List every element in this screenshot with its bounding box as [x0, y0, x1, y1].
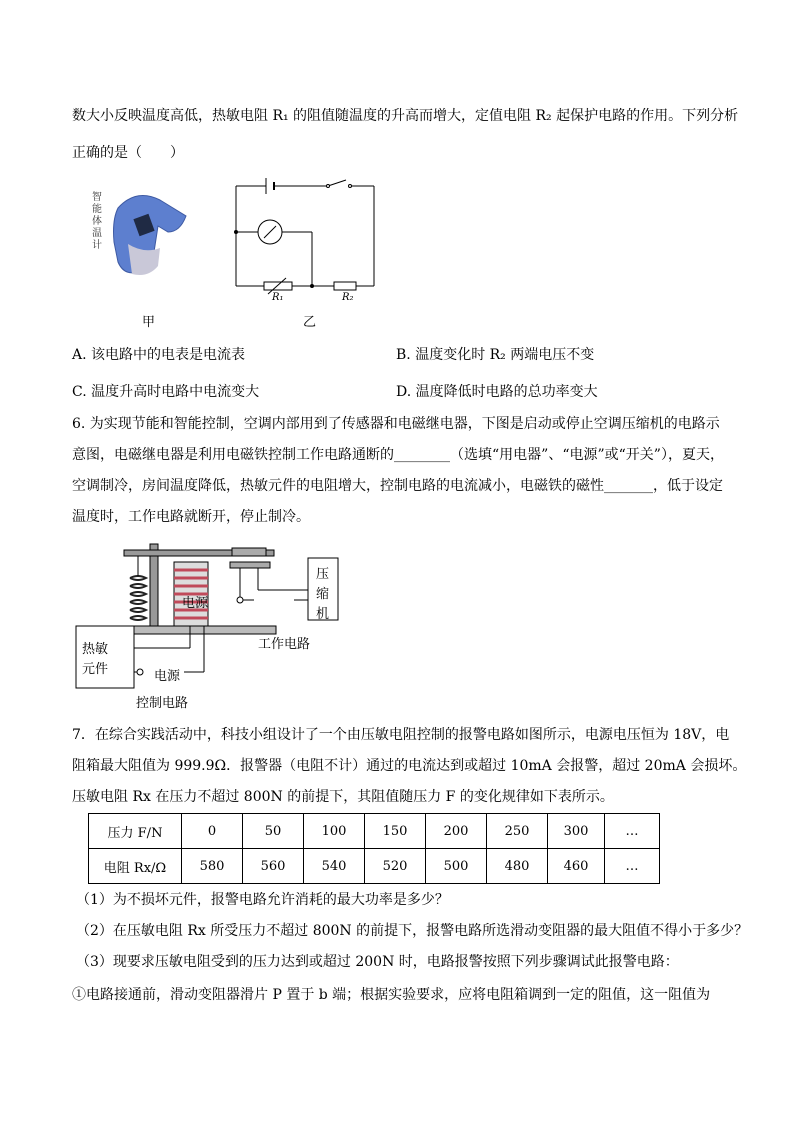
- thermometer-device-icon: [88, 188, 188, 288]
- table-cell: …: [605, 849, 660, 884]
- table-cell: 500: [426, 849, 487, 884]
- q7-sub3: （3）现要求压敏电阻受到的压力达到或超过 200N 时，电路报警按照下列步骤调试此报警电路：: [76, 954, 679, 970]
- thermistor-line-2: 元件: [82, 662, 109, 677]
- table-cell: 压力 F/N: [89, 814, 182, 849]
- q6-line3: 空调制冷，房间温度降低，热敏元件的电阻增大，控制电路的电流减小，电磁铁的磁性_______，低于设定: [72, 478, 723, 494]
- option-a: A. 该电路中的电表是电流表: [72, 347, 246, 363]
- option-b: B. 温度变化时 R₂ 两端电压不变: [396, 347, 595, 363]
- q5-intro-line2: 正确的是（ ）: [72, 145, 184, 161]
- compressor-char-2: 缩: [316, 587, 330, 602]
- table-row-pressure: [89, 814, 660, 849]
- table-cell: 150: [365, 814, 426, 849]
- q5-circuit-diagram: [228, 176, 380, 306]
- table-cell: 50: [243, 814, 304, 849]
- figure-yi-caption: 乙: [303, 315, 317, 330]
- table-row-resistance: [89, 849, 660, 884]
- table-cell: 300: [548, 814, 605, 849]
- table-cell: 250: [487, 814, 548, 849]
- table-cell: 540: [304, 849, 365, 884]
- control-circuit-label: 控制电路: [136, 696, 189, 711]
- pressure-resistance-table: [88, 813, 660, 884]
- table-cell: 460: [548, 849, 605, 884]
- q7-line3: 压敏电阻 Rx 在压力不超过 800N 的前提下，其阻值随压力 F 的变化规律如下表所示。: [72, 789, 614, 805]
- table-cell: …: [605, 814, 660, 849]
- compressor-char-3: 机: [316, 607, 330, 622]
- r2-label: R₂: [342, 292, 354, 303]
- q6-line2: 意图，电磁继电器是利用电磁铁控制工作电路通断的________（选填“用电器”、“电源”或“开关”），夏天，: [72, 447, 724, 463]
- table-cell: 480: [487, 849, 548, 884]
- q7-sub1: （1）为不损坏元件，报警电路允许消耗的最大功率是多少？: [76, 892, 449, 908]
- q7-sub3-step1: ①电路接通前，滑动变阻器滑片 P 置于 b 端；根据实验要求，应将电阻箱调到一定的阻值，这一阻值为: [72, 987, 711, 1003]
- q6-line4: 温度时，工作电路就断开，停止制冷。: [72, 509, 310, 525]
- table-cell: 200: [426, 814, 487, 849]
- compressor-label: [316, 565, 329, 625]
- thermistor-line-1: 热敏: [82, 642, 109, 657]
- q7-sub2: （2）在压敏电阻 Rx 所受压力不超过 800N 的前提下，报警电路所选滑动变阻器的最大阻值不得小于多少？: [76, 923, 749, 939]
- table-cell: 560: [243, 849, 304, 884]
- work-power-label: 电源: [182, 596, 209, 611]
- table-cell: 100: [304, 814, 365, 849]
- table-cell: 0: [182, 814, 243, 849]
- work-circuit-label: 工作电路: [258, 637, 311, 652]
- q5-intro-line1: 数大小反映温度高低，热敏电阻 R₁ 的阻值随温度的升高而增大，定值电阻 R₂ 起保护电路的作用。下列分析: [72, 108, 739, 124]
- control-power-label: 电源: [154, 669, 181, 684]
- option-d: D. 温度降低时电路的总功率变大: [396, 384, 598, 400]
- option-c: C. 温度升高时电路中电流变大: [72, 384, 260, 400]
- compressor-char-1: 压: [316, 567, 330, 582]
- q6-line1: 6. 为实现节能和智能控制，空调内部用到了传感器和电磁继电器，下图是启动或停止空调压缩机的电路示: [72, 416, 720, 432]
- smart-thermometer-figure: [88, 188, 188, 288]
- thermistor-label: [82, 640, 108, 680]
- table-cell: 520: [365, 849, 426, 884]
- q7-line1: 7．在综合实践活动中，科技小组设计了一个由压敏电阻控制的报警电路如图所示，电源电压恒为 18V，电: [72, 727, 730, 743]
- table-cell: 电阻 Rx/Ω: [89, 849, 182, 884]
- device-label: 智能体温计: [92, 192, 102, 251]
- figure-jia-caption: 甲: [142, 315, 156, 330]
- r1-label: R₁: [272, 292, 284, 303]
- q7-line2: 阻箱最大阻值为 999.9Ω．报警器（电阻不计）通过的电流达到或超过 10mA 会报警，超过 20mA 会损坏。: [72, 758, 747, 774]
- table-cell: 580: [182, 849, 243, 884]
